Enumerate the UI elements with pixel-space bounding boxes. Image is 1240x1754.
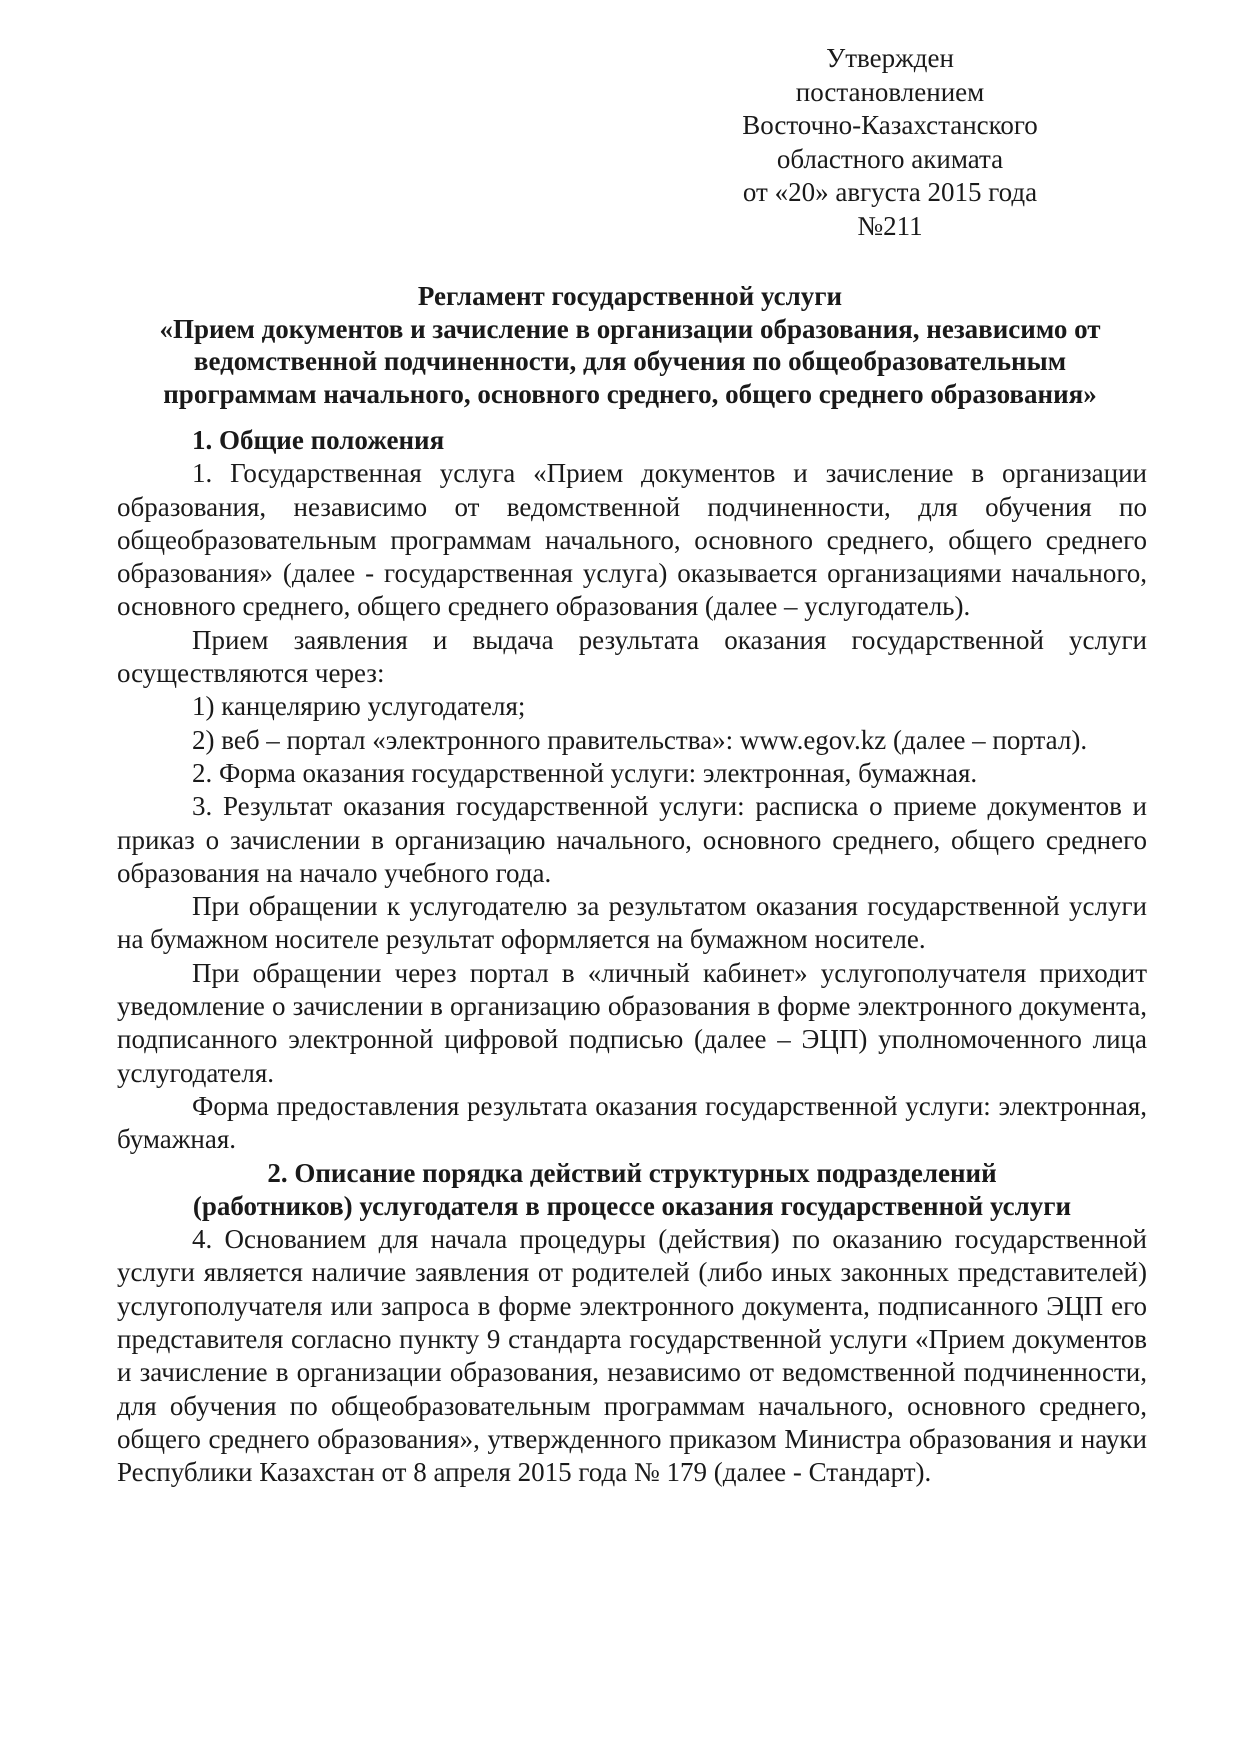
approval-date: от «20» августа 2015 года [742, 177, 1038, 207]
list-item: 2) веб – портал «электронного правительства»: www.egov.kz (далее – портал). [192, 724, 1088, 755]
approval-number: №211 [857, 210, 923, 241]
paragraph: При обращении к услугодателю за результатом оказания государственной услуги на бумажном носителе результат оформляется на бумажном носителе. [117, 891, 1147, 955]
paragraph: Форма предоставления результата оказания государственной услуги: электронная, бумажная. [117, 1090, 1147, 1155]
heading-line: (работников) услугодателя в процессе оказания государственной услуги [192, 1190, 1072, 1221]
title-line: «Прием документов и зачисление в организации образования, независимо от [159, 313, 1101, 344]
paragraph: При обращении через портал в «личный кабинет» услугополучателя приходит уведомление о зачислении в организацию образования в форме электронного документа, подписанного электронной цифровой подписью (далее – ЭЦП) уполномоченного лица услугодателя. [117, 957, 1147, 1088]
title-line: ведомственной подчиненности, для обучения по общеобразовательным [193, 346, 1067, 376]
document-body [117, 424, 1147, 1490]
paragraph: 2. Форма оказания государственной услуги: электронная, бумажная. [192, 757, 978, 788]
list-item: 1) канцелярию услугодателя; [192, 691, 526, 722]
heading-line: 2. Описание порядка действий структурных подразделений [267, 1157, 997, 1188]
section-1-heading: 1. Общие положения [192, 425, 445, 455]
approval-line: Восточно-Казахстанского [742, 110, 1038, 140]
approval-block [700, 42, 1080, 243]
paragraph: 3. Результат оказания государственной услуги: расписка о приеме документов и приказ о зачислении в организацию начального, основного среднего, общего среднего образования на начало учебного года. [117, 791, 1147, 888]
approval-line: постановлением [795, 76, 985, 107]
approval-line: Утвержден [826, 43, 954, 73]
title-line: программам начального, основного среднего, общего среднего образования» [163, 378, 1097, 409]
paragraph: 1. Государственная услуга «Прием документов и зачисление в организации образования, независимо от ведомственной подчиненности, для обучения по общеобразовательным программам начального, основного среднего, общего среднего образования» (далее - государственная услуга) оказывается организациями начального, основного среднего, общего среднего образования (далее – услугодатель). [117, 458, 1147, 622]
paragraph: 4. Основанием для начала процедуры (действия) по оказанию государственной услуги является наличие заявления от родителей (либо иных законных представителей) услугополучателя или запроса в форме электронного документа, подписанного ЭЦП его представителя согласно пункту 9 стандарта государственной услуги «Прием документов и зачисление в организации образования, независимо от ведомственной подчиненности, для обучения по общеобразовательным программам начального, основного среднего, общего среднего образования», утвержденного приказом Министра образования и науки Республики Казахстан от 8 апреля 2015 года № 179 (далее - Стандарт). [117, 1224, 1147, 1488]
document-title [110, 280, 1150, 410]
paragraph: Прием заявления и выдача результата оказания государственной услуги осуществляются через: [117, 624, 1147, 689]
title-line: Регламент государственной услуги [417, 281, 843, 311]
approval-line: областного акимата [776, 143, 1004, 174]
